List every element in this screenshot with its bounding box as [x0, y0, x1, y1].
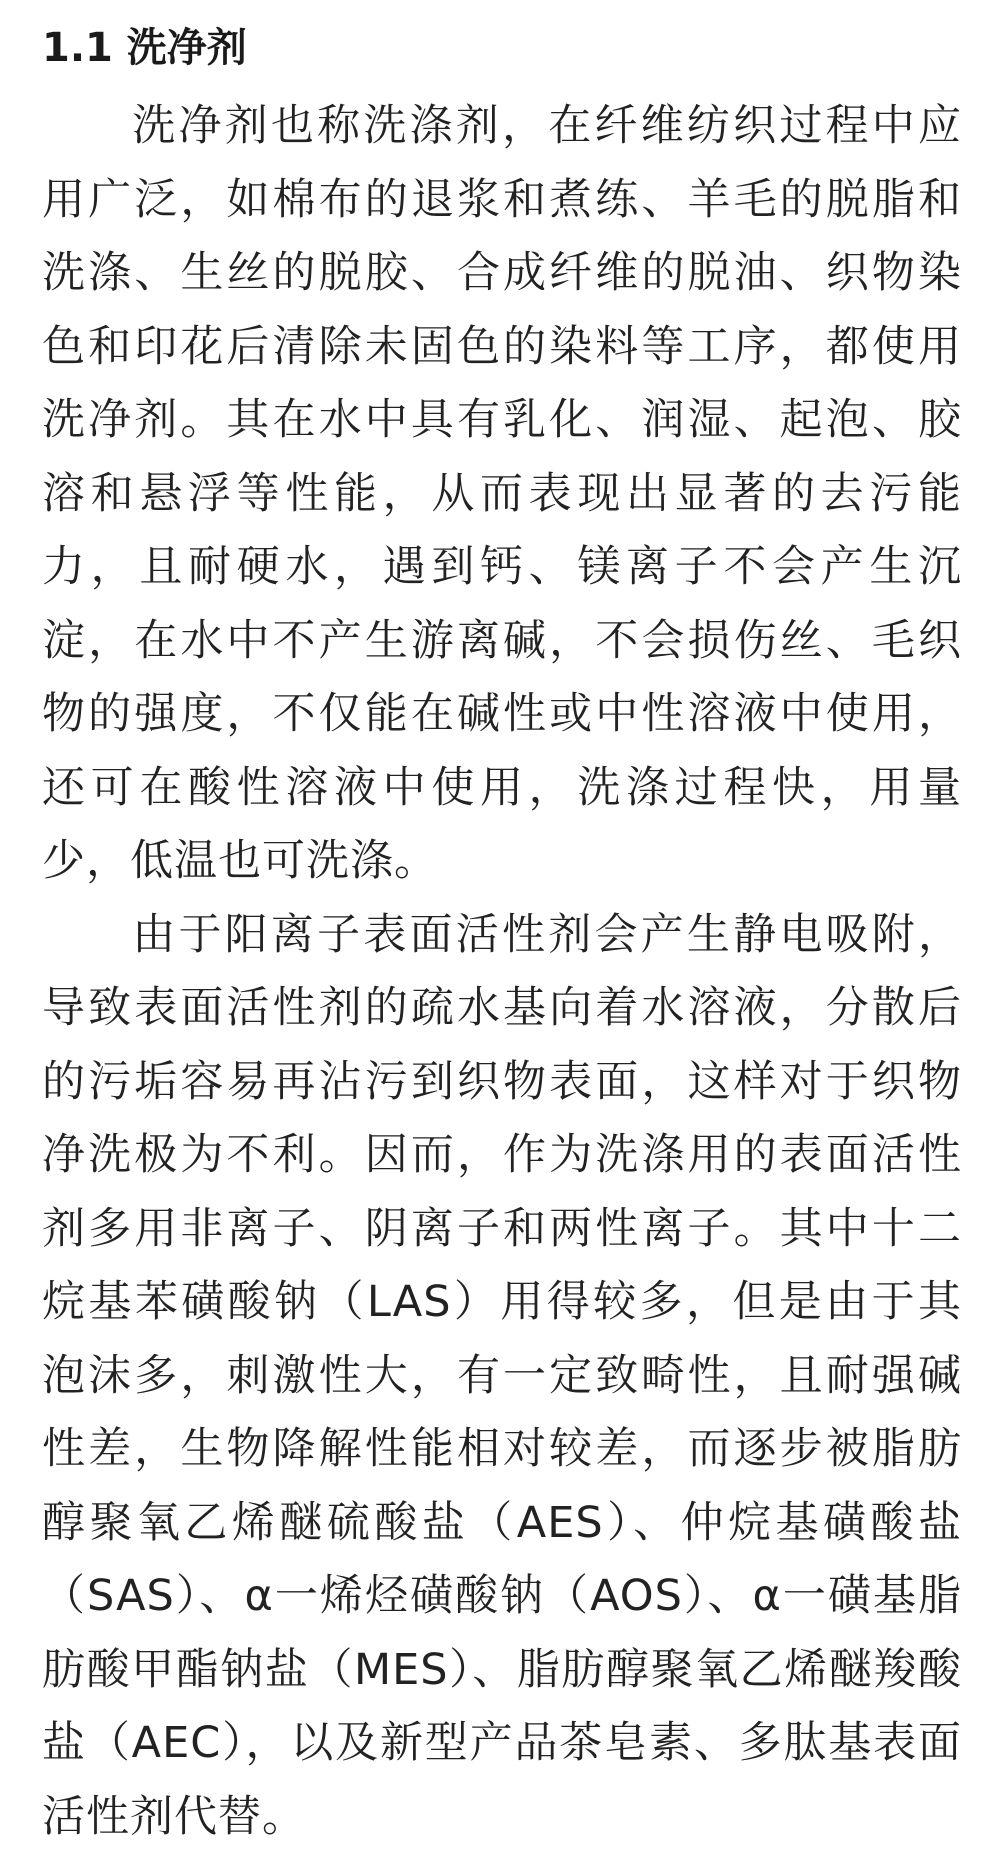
paragraph-2-text: 由于阳离子表面活性剂会产生静电吸附，导致表面活性剂的疏水基向着水溶液，分散后的污垢容易再沾污到织物表面，这样对于织物净洗极为不利。因而，作为洗涤用的表面活性剂多用非离子、阴离子和两性离子。其中十二烷基苯磺酸钠（LAS）用得较多，但是由于其泡沫多，刺激性大，有一定致畸性，且耐强碱性差，生物降解性能相对较差，而逐步被脂肪醇聚氧乙烯醚硫酸盐（AES）、仲烷基磺酸盐（SAS）、α一烯烃磺酸钠（AOS）、α一磺基脂肪酸甲酯钠盐（MES）、脂肪醇聚氧乙烯醚羧酸盐（AEC），以及新型产品茶皂素、多肽基表面活性剂代替。	[42, 909, 962, 1842]
paragraph-1	[42, 90, 962, 899]
paragraph-2	[42, 899, 962, 1855]
section-title: 1.1 洗净剂	[42, 25, 247, 71]
paragraph-1-text: 洗净剂也称洗涤剂，在纤维纺织过程中应用广泛，如棉布的退浆和煮练、羊毛的脱脂和洗涤、生丝的脱胶、合成纤维的脱油、织物染色和印花后清除未固色的染料等工序，都使用洗净剂。其在水中具有乳化、润湿、起泡、胶溶和悬浮等性能，从而表现出显著的去污能力，且耐硬水，遇到钙、镁离子不会产生沉淀，在水中不产生游离碱，不会损伤丝、毛织物的强度，不仅能在碱性或中性溶液中使用，还可在酸性溶液中使用，洗涤过程快，用量少，低温也可洗涤。	[42, 101, 962, 886]
